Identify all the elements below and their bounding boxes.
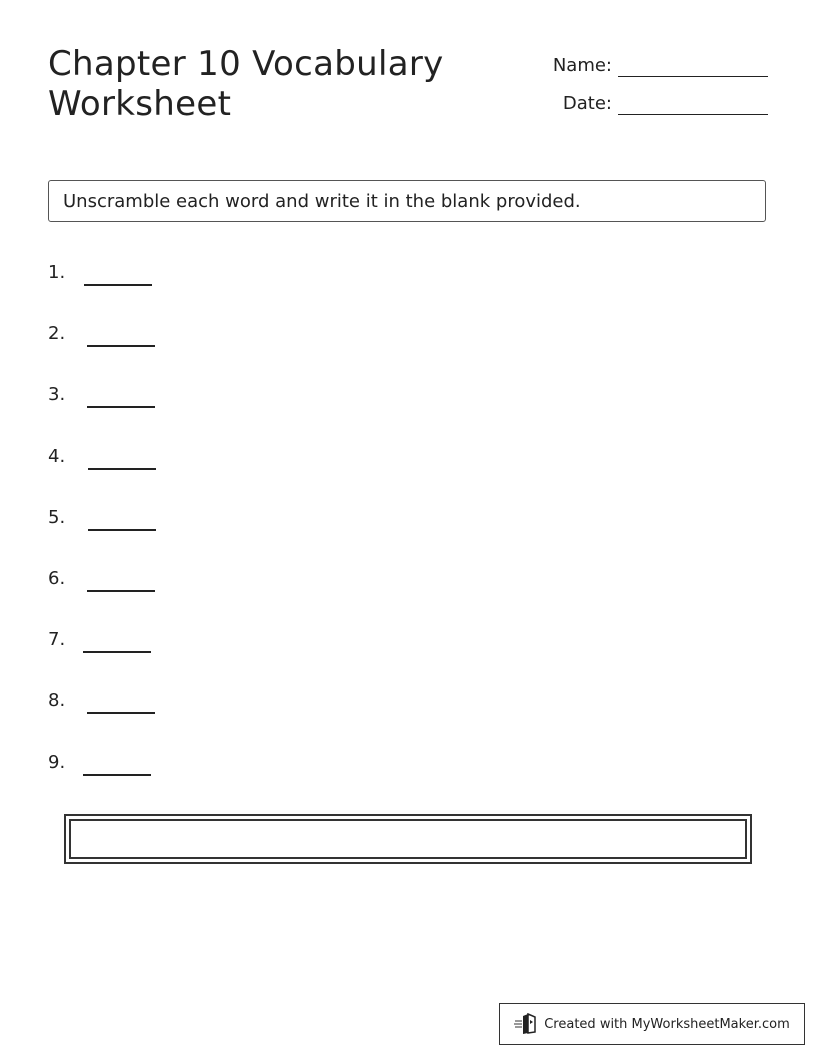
- question-item: [48, 317, 348, 378]
- question-number: 9.: [48, 751, 66, 773]
- name-field: [548, 50, 768, 77]
- question-item: [48, 501, 348, 562]
- question-item: [48, 440, 348, 501]
- answer-blank[interactable]: [88, 529, 156, 531]
- question-item: [48, 684, 348, 745]
- question-number: 2.: [48, 323, 66, 345]
- question-item: [48, 256, 348, 317]
- question-item: [48, 562, 348, 623]
- instructions-text: Unscramble each word and write it in the blank provided.: [63, 190, 581, 212]
- answer-blank[interactable]: [83, 651, 151, 653]
- name-blank-line[interactable]: [618, 50, 768, 77]
- instructions-box: [48, 180, 766, 222]
- answer-blank[interactable]: [87, 406, 155, 408]
- question-item: [48, 623, 348, 684]
- question-item: [48, 746, 348, 807]
- answer-blank[interactable]: [84, 284, 152, 286]
- question-item: [48, 378, 348, 439]
- word-bank-inner-border: [69, 819, 747, 859]
- answer-blank[interactable]: [87, 345, 155, 347]
- date-blank-line[interactable]: [618, 88, 768, 115]
- question-number: 1.: [48, 262, 66, 283]
- word-bank-box: [64, 814, 752, 864]
- answer-blank[interactable]: [88, 468, 156, 470]
- answer-blank[interactable]: [87, 712, 155, 714]
- question-number: 4.: [48, 445, 66, 467]
- question-number: 5.: [48, 506, 66, 528]
- footer-text: Created with MyWorksheetMaker.com: [544, 1016, 790, 1032]
- name-label: Name:: [552, 55, 612, 76]
- question-number: 6.: [48, 567, 66, 589]
- question-number: 3.: [48, 384, 66, 406]
- answer-blank[interactable]: [83, 774, 151, 776]
- answer-blank[interactable]: [87, 590, 155, 592]
- book-pages-icon: [514, 1013, 538, 1035]
- date-label: Date:: [562, 93, 612, 114]
- question-list: [48, 256, 348, 807]
- question-number: 8.: [48, 690, 66, 712]
- worksheet-title: Chapter 10 Vocabulary Worksheet: [48, 44, 444, 124]
- date-field: [548, 88, 768, 115]
- footer-badge[interactable]: [499, 1003, 805, 1045]
- question-number: 7.: [48, 629, 66, 651]
